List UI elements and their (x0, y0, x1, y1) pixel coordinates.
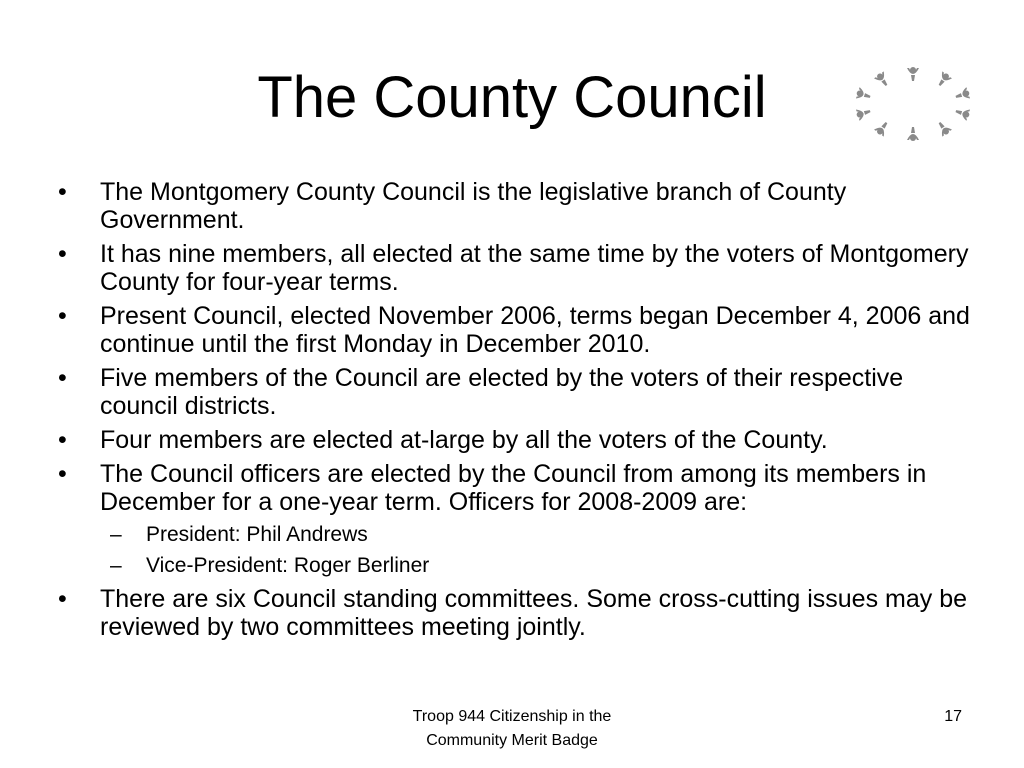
bullet-marker: • (58, 426, 67, 454)
council-member-figure (907, 67, 919, 81)
bullet-marker: • (58, 178, 67, 206)
bullet-text: Four members are elected at-large by all the voters of the County. (100, 426, 828, 454)
sub-bullet-text: Vice-President: Roger Berliner (146, 554, 430, 577)
sub-bullet-marker: – (110, 554, 122, 577)
council-members-circle-icon (848, 62, 978, 148)
bullet-text: It has nine members, all elected at the same time by the voters of Montgomery County for four-year terms. (100, 240, 969, 296)
bullet-item (56, 460, 976, 579)
council-member-figure (935, 119, 953, 137)
bullet-marker: • (58, 460, 67, 488)
bullet-item (56, 178, 976, 234)
page-number: 17 (944, 708, 962, 725)
bullet-item (56, 240, 976, 296)
council-member-figure (855, 105, 872, 121)
bullet-marker: • (58, 364, 67, 392)
bullet-marker: • (58, 240, 67, 268)
bullet-text: The Montgomery County Council is the legislative branch of County Government. (100, 178, 847, 234)
bullet-list (56, 178, 976, 647)
sub-bullet-item (100, 553, 976, 579)
sub-bullet-marker: – (110, 523, 122, 546)
council-member-figure (954, 105, 971, 121)
slide-title: The County Council (257, 65, 767, 130)
sub-bullet-text: President: Phil Andrews (146, 523, 368, 546)
bullet-text: Present Council, elected November 2006, terms began December 4, 2006 and continue until the first Monday in December 2010. (100, 302, 970, 358)
footer-text (362, 705, 662, 753)
sub-bullet-list (100, 522, 976, 579)
sub-bullet-item (100, 522, 976, 548)
footer-line-1: Troop 944 Citizenship in the (412, 708, 612, 725)
council-member-figure (935, 71, 953, 89)
council-member-figure (954, 87, 971, 103)
footer-line-2: Community Merit Badge (426, 732, 598, 749)
bullet-marker: • (58, 302, 67, 330)
bullet-item (56, 302, 976, 358)
council-member-figure (907, 127, 919, 141)
bullet-item (56, 364, 976, 420)
bullet-text: There are six Council standing committees. Some cross-cutting issues may be reviewed by two committees meeting jointly. (100, 585, 968, 641)
bullet-item (56, 426, 976, 454)
council-member-figure (855, 87, 872, 103)
bullet-text: The Council officers are elected by the Council from among its members in December for a one-year term. Officers for 2008-2009 are: (100, 460, 927, 516)
bullet-item (56, 585, 976, 641)
council-member-figure (873, 119, 891, 137)
bullet-marker: • (58, 585, 67, 613)
bullet-text: Five members of the Council are elected by the voters of their respective council districts. (100, 364, 904, 420)
council-member-figure (873, 71, 891, 89)
